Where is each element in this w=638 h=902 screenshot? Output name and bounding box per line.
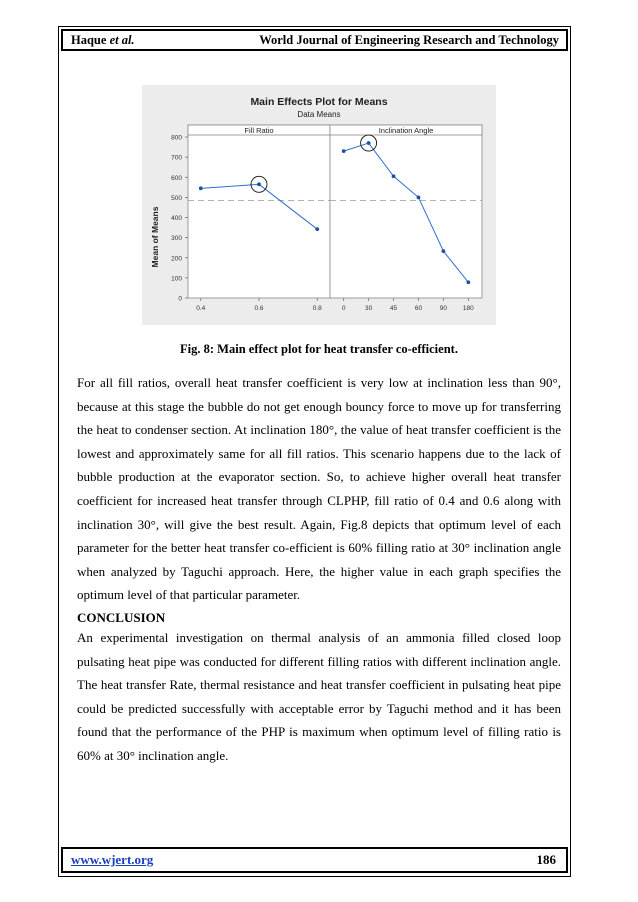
conclusion-paragraph: An experimental investigation on thermal analysis of an ammonia filled closed loop pulsating heat pipe was conducted for different filling ratios with different inclination angle. The heat transfer Rate, thermal resistance and heat transfer coefficient in pulsating heat pipe could be predicted successfully with acceptable error by Taguchi method and it has been found that the performance of the PHP is maximum when optimum level of filling ratio is 60% at 30° inclination angle. — [77, 630, 561, 763]
data-point — [367, 141, 371, 145]
panel-frame — [188, 125, 330, 298]
x-tick-label: 0.4 — [196, 305, 206, 312]
x-tick-label: 45 — [389, 305, 398, 312]
page-header — [61, 29, 568, 51]
figure-caption: Fig. 8: Main effect plot for heat transfer co-efficient. — [180, 342, 458, 356]
y-tick-label: 500 — [171, 194, 182, 202]
data-point — [441, 249, 445, 253]
y-tick-label: 0 — [178, 295, 182, 303]
x-tick-label: 180 — [462, 305, 474, 312]
x-tick-label: 90 — [439, 305, 448, 312]
x-tick-label: 30 — [364, 305, 373, 312]
author-line: Haque et al. — [71, 32, 135, 47]
data-point — [392, 174, 396, 178]
x-tick-label: 0 — [341, 305, 346, 312]
y-tick-label: 200 — [171, 255, 182, 263]
y-tick-label: 600 — [171, 174, 182, 182]
chart-title: Main Effects Plot for Means — [250, 96, 388, 108]
data-point — [315, 227, 319, 231]
panel-frame — [330, 125, 482, 298]
data-point — [199, 186, 203, 190]
y-tick-label: 400 — [171, 215, 182, 222]
y-axis-label: Mean of Means — [150, 206, 160, 268]
plot-area — [171, 125, 482, 312]
data-point — [417, 195, 421, 199]
y-tick-label: 300 — [171, 235, 182, 243]
y-tick-label: 100 — [171, 275, 182, 283]
journal-url-link[interactable]: www.wjert.org — [71, 852, 154, 867]
panel-label: Fill Ratio — [244, 126, 274, 135]
data-point — [466, 280, 470, 284]
y-tick-label: 700 — [171, 154, 182, 162]
data-point — [257, 182, 261, 186]
page-footer — [61, 847, 568, 873]
page-number: 186 — [536, 852, 556, 867]
section-heading-conclusion: CONCLUSION — [77, 610, 166, 625]
x-tick-label: 0.8 — [312, 305, 322, 312]
chart-subtitle: Data Means — [297, 110, 341, 119]
x-tick-label: 0.6 — [254, 305, 264, 312]
data-point — [342, 149, 346, 153]
journal-name: World Journal of Engineering Research and Technology — [259, 32, 559, 47]
figure-main-effects — [142, 85, 496, 325]
main-effects-chart — [142, 85, 496, 325]
body-paragraph: For all fill ratios, overall heat transfer coefficient is very low at inclination less than 90°, because at this stage the bubble do not get enough bouncy force to move up for transferring the heat to condenser section. At inclination 180°, the value of heat transfer coefficient is the lowest and approximately same for all fill ratios. This scenario happens due to the lack of bubble production at the evaporator section. So, to achieve higher overall heat transfer coefficient for increased heat transfer through CLPHP, fill ratio of 0.4 and 0.6 along with inclination 30°, will give the best result. Again, Fig.8 depicts that optimum level of each parameter for the better heat transfer co-efficient is 60% filling ratio at 30° inclination angle when analyzed by Taguchi approach. Here, the higher value in each graph specifies the optimum level of that particular parameter. — [77, 375, 561, 603]
y-tick-label: 800 — [171, 134, 182, 142]
panel-label: Inclination Angle — [378, 126, 434, 135]
x-tick-label: 60 — [414, 305, 423, 312]
